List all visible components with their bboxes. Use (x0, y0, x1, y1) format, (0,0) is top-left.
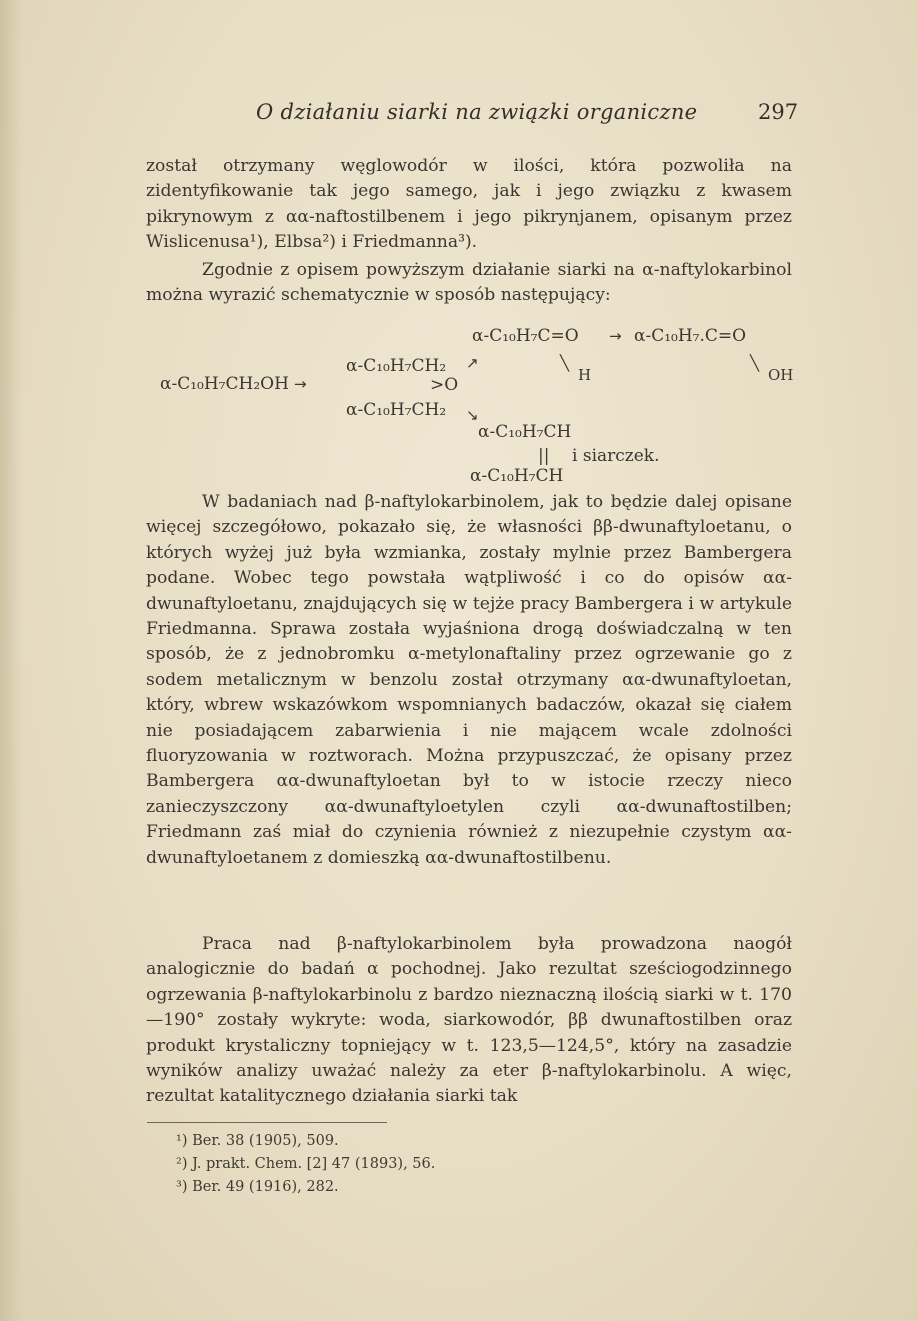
running-title: O działaniu siarki na związki organiczne (256, 100, 698, 124)
formula-aldehyde: α-C₁₀H₇C=O (472, 326, 579, 346)
formula-ether-bottom: α-C₁₀H₇CH₂ (346, 400, 447, 420)
formula-double-bond: || (538, 446, 550, 466)
paragraph-3 (146, 490, 792, 871)
formula-acid-oh: OH (768, 366, 794, 384)
paragraph-text: W badaniach nad β-naftylokarbinolem, jak to będzie dalej opisane więcej szczegółowo, pokazało się, że własności ββ-dwunaftyloetanu, o których wyżej już była wzmianka, zostały mylnie przez Bambergera podane. Wobec tego powstała wątpliwość i co do opisów αα-dwunaftyloetanu, znajdujących się w tejże pracy Bambergera i w artykule Friedmanna. Sprawa została wyjaśniona drogą doświadczalną w ten sposób, że z jednobromku α-metylonaftaliny przez ogrzewanie go z sodem metalicznym w benzolu został otrzymany αα-dwunaftyloetan, który, wbrew wskazówkom wspomnianych badaczów, okazał się ciałem nie posiadającem zabarwienia i nie mającem wcale zdolności fluoryzowania w roztworach. Można przypuszczać, że opisany przez Bambergera αα-dwunaftyloetan był to w istocie rzeczy nieco zanieczyszczony αα-dwunaftyloetylen czyli αα-dwunaftostilben; Friedmann zaś miał do czynienia również z niezupełnie czystym αα-dwunaftyloetanem z domieszką αα-dwunaftostilbenu. (146, 492, 792, 868)
formula-bond-acid: ╲ (750, 354, 760, 372)
formula-stilbene-bottom: α-C₁₀H₇CH (470, 466, 564, 486)
page-number: 297 (758, 100, 799, 124)
page-edge-shadow (0, 0, 22, 1321)
formula-arrow-down: ↘ (466, 406, 479, 424)
footnote-3: ³) Ber. 49 (1916), 282. (176, 1179, 339, 1195)
footnote-2: ²) J. prakt. Chem. [2] 47 (1893), 56. (176, 1156, 436, 1172)
formula-arrow-up: ↗ (466, 354, 479, 372)
formula-start: α-C₁₀H₇CH₂OH (160, 374, 289, 394)
formula-aldehyde-h: H (578, 366, 592, 384)
paragraph-text: Praca nad β-naftylokarbinolem była prowadzona naogół analogicznie do badań α pochodnej. Jako rezultat sześciogodzinnego ogrzewania β-naftylokarbinolu z bardzo nieznaczną ilością siarki w t. 170—190° zostały wykryte: woda, siarkowodór, ββ dwunaftostilben oraz produkt krystaliczny topniejący w t. 123,5—124,5°, który na zasadzie wyników analizy uważać należy za eter β-naftylokarbinolu. A więc, rezultat katalitycznego działania siarki tak (146, 934, 792, 1107)
paragraph-text: Zgodnie z opisem powyższym działanie siarki na α-naftylokarbinol można wyrazić schematycznie w sposób następujący: (146, 260, 792, 306)
formula-ether-oxygen: >O (430, 375, 459, 395)
paragraph-4 (146, 932, 792, 1110)
formula-acid: α-C₁₀H₇.C=O (634, 326, 747, 346)
footnote-divider (147, 1122, 387, 1123)
formula-bond-aldehyde: ╲ (560, 354, 570, 372)
footnotes (176, 1130, 435, 1199)
paragraph-2 (146, 258, 792, 309)
reaction-scheme (140, 318, 810, 486)
paragraph-text: został otrzymany węglowodór w ilości, która pozwoliła na zidentyfikowanie tak jego samego, jak i jego związku z kwasem pikrynowym z αα-naftostilbenem i jego pikrynjanem, opisanym przez Wislicenusa¹), Elbsa²) i Friedmanna³). (146, 156, 792, 253)
running-header (0, 100, 918, 130)
formula-ether-top: α-C₁₀H₇CH₂ (346, 356, 447, 376)
formula-sulfide: i siarczek. (572, 446, 660, 466)
paragraph-1 (146, 154, 792, 256)
footnote-1: ¹) Ber. 38 (1905), 509. (176, 1133, 339, 1149)
formula-stilbene-top: α-C₁₀H₇CH (478, 422, 572, 442)
formula-arrow-oxidation: → (609, 327, 622, 345)
formula-arrow-main: → (294, 375, 307, 393)
